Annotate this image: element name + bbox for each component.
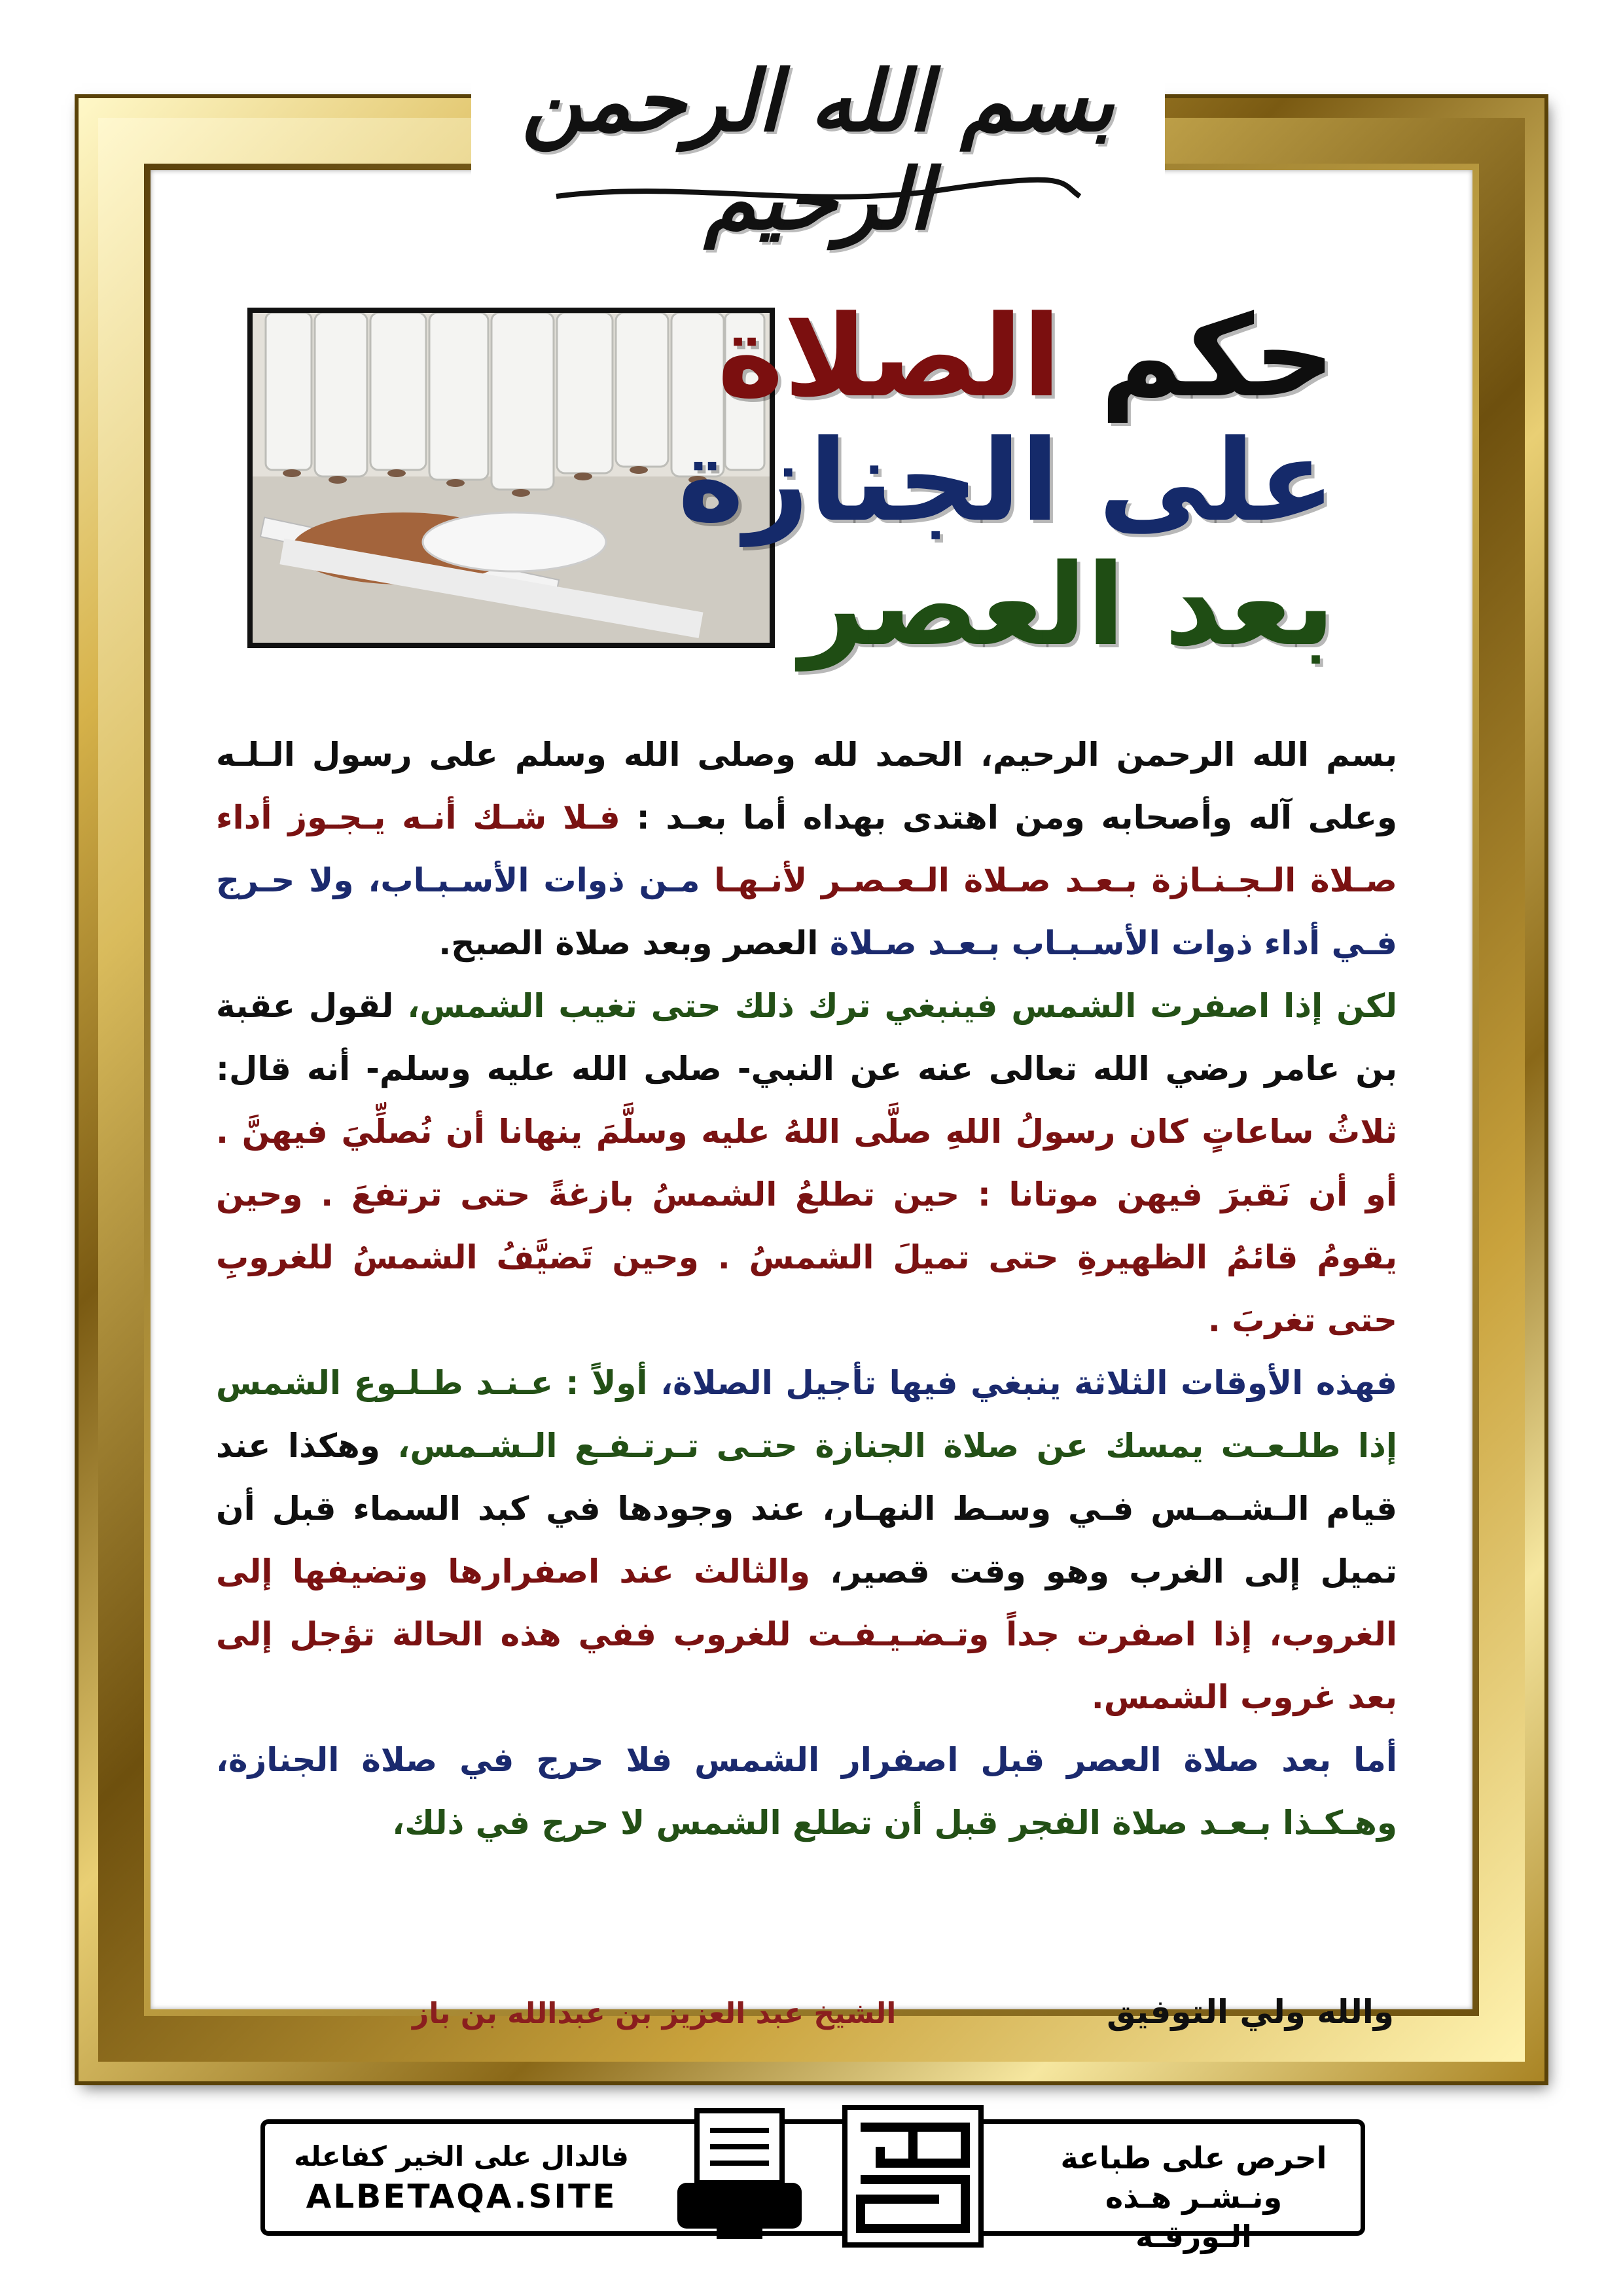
title-line-3: بعد العصر <box>799 539 1335 671</box>
body-paragraph <box>216 975 1397 1352</box>
body-span: والثالث عند اصفرارها وتضيفها إلى الغروب، إذا اصفرت جداً وتـضـيـفـت للغروب ففي هذه الحالة تؤجل إلى بعد غروب الشمس. <box>216 1552 1397 1716</box>
body-span: مـن ذوات الأسـبـاب، ولا حـرج فـي أداء ذوات الأسـبـاب بـعـد صـلاة <box>216 861 1397 962</box>
body-span: وهكذا عند قيام الـشـمـس فـي وسـط النهـار، عند وجودها في كبد السماء قبل أن تميل إلى الغرب وهو وقت قصير، <box>216 1427 1397 1590</box>
body-span: العصر وبعد صلاة الصبح. <box>438 924 819 962</box>
body-span: أولاً : عـنـد طـلـوع الشمس إذا طلـعـت يمسك عن صلاة الجنازة حتـى تـرتـفـع الـشـمس، <box>216 1364 1397 1465</box>
website-url[interactable]: ALBETAQA.SITE <box>306 2178 617 2215</box>
title-word-prayer: الصلاة <box>717 291 1061 422</box>
article-title <box>677 291 1335 671</box>
hadith-quote: ثلاثُ ساعاتٍ كان رسولُ اللهِ صلَّى اللهُ عليه وسلَّمَ ينهانا أن نُصلِّيَ فيهنَّ . أو أن نَقبرَ فيهن موتانا : حين تطلعُ الشمسُ بازغةً حتى ترتفعَ . وحين يقومُ قائمُ الظهيرةِ حتى تميلَ الشمسُ . وحين تَضيَّفُ الشمسُ للغروبِ حتى تغربَ . <box>216 1113 1397 1339</box>
closing-line <box>216 1993 1394 2039</box>
dawat-alwaraqa-logo <box>841 2101 985 2251</box>
printer-icon <box>671 2104 808 2248</box>
article-body <box>216 723 1397 1854</box>
basmala-header <box>471 13 1165 249</box>
calligraphy-flourish <box>550 177 1086 209</box>
author-name: الشيخ عبد العزيز بن عبدالله بن باز <box>412 1997 897 2030</box>
body-span: أما بعد صلاة العصر قبل اصفرار الشمس فلا حرج في صلاة الجنازة، <box>216 1741 1397 1779</box>
title-line-2: على الجنازة <box>677 415 1335 547</box>
website-block <box>291 2137 632 2217</box>
footer-banner <box>260 2119 1365 2254</box>
print-encouragement <box>1053 2138 1334 2256</box>
print-line-2: ونـشـر هـذه الـورقـة <box>1105 2179 1283 2254</box>
title-word-ruling: حكم <box>1100 291 1335 422</box>
body-span: وهـكـذا بـعـد صلاة الفجر قبل أن تطلع الشمس لا حرج في ذلك، <box>392 1804 1397 1842</box>
body-span: لكن إذا اصفرت الشمس فينبغي ترك ذلك حتى تغيب الشمس، <box>407 987 1397 1025</box>
body-paragraph <box>216 723 1397 975</box>
sign-off: والله ولي التوفيق <box>1107 1993 1394 2031</box>
body-paragraph <box>216 1729 1397 1854</box>
body-paragraph <box>216 1352 1397 1729</box>
footer-tagline: فالدال على الخير كفاعله <box>294 2140 629 2172</box>
basmala-calligraphy: بسم الله الرحمن الرحيم <box>522 52 1115 249</box>
body-span: فـلا شـك أنـه يـجـوز أداء صـلاة الـجـنـازة بـعـد صـلاة الـعـصـر لأنـهـا <box>216 798 1397 899</box>
body-span: بسم الله الرحمن الرحيم، الحمد لله وصلى الله وسلم على رسول الـلـه وعلى آله وأصحابه ومن اهتدى بهداه أما بعـد : <box>216 736 1397 836</box>
body-span: لقول عقبة بن عامر رضي الله تعالى عنه عن النبي- صلى الله عليه وسلم- أنه قال: <box>216 987 1397 1088</box>
print-line-1: احرص على طباعة <box>1060 2140 1327 2176</box>
title-line-1 <box>694 291 1335 422</box>
body-span: فهذه الأوقات الثلاثة ينبغي فيها تأجيل الصلاة، <box>660 1364 1397 1402</box>
